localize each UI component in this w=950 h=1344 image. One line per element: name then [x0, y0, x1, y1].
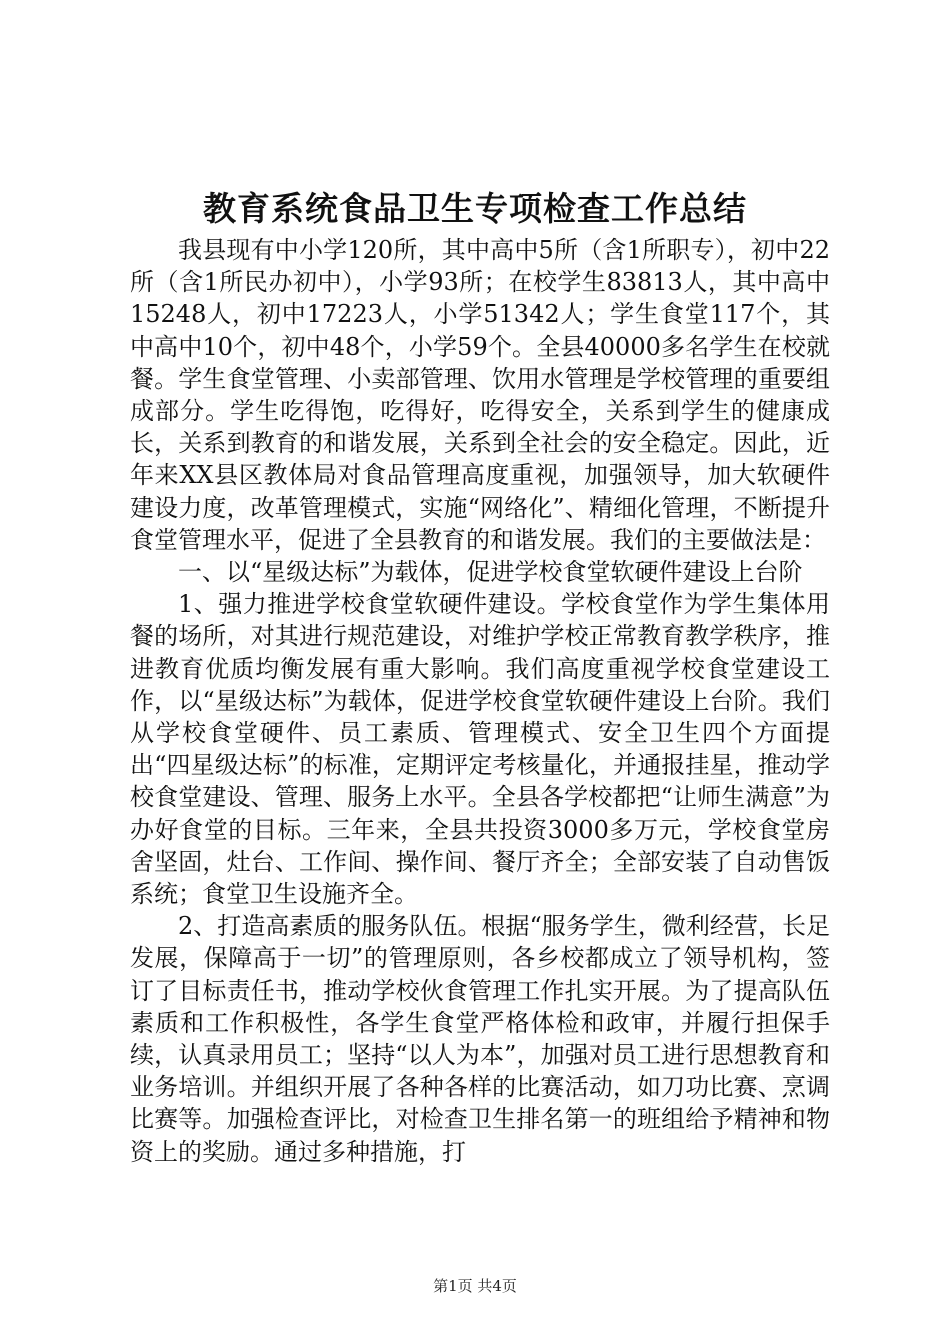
page-footer: 第1页 共4页: [433, 1277, 517, 1295]
paragraph-item-1: 1、强力推进学校食堂软硬件建设。学校食堂作为学生集体用餐的场所，对其进行规范建设，对维护学校正常教育教学秩序，推进教育优质均衡发展有重大影响。我们高度重视学校食堂建设工作，以“星级达标”为载体，促进学校食堂软硬件建设上台阶。我们从学校食堂硬件、员工素质、管理模式、安全卫生四个方面提出“四星级达标”的标准，定期评定考核量化，并通报挂星，推动学校食堂建设、管理、服务上水平。全县各学校都把“让师生满意”为办好食堂的目标。三年来，全县共投资3000多万元，学校食堂房舍坚固，灶台、工作间、操作间、餐厅齐全；全部安装了自动售饭系统；食堂卫生设施齐全。: [130, 590, 830, 909]
paragraph-intro: 我县现有中小学120所，其中高中5所（含1所职专），初中22所（含1所民办初中），小学93所；在校学生83813人，其中高中15248人，初中17223人，小学51342人；学生食堂117个，其中高中10个，初中48个，小学59个。全县40000多名学生在校就餐。学生食堂管理、小卖部管理、饮用水管理是学校管理的重要组成部分。学生吃得饱，吃得好，吃得安全，关系到学生的健康成长，关系到教育的和谐发展，关系到全社会的安全稳定。因此，近年来XX县区教体局对食品管理高度重视，加强领导，加大软硬件建设力度，改革管理模式，实施“网络化”、精细化管理，不断提升食堂管理水平，促进了全县教育的和谐发展。我们的主要做法是：: [130, 236, 830, 554]
paragraph-item-2: 2、打造高素质的服务队伍。根据“服务学生，微利经营，长足发展，保障高于一切”的管理原则，各乡校都成立了领导机构，签订了目标责任书，推动学校伙食管理工作扎实开展。为了提高队伍素质和工作积极性，各学生食堂严格体检和政审，并履行担保手续，认真录用员工；坚持“以人为本”，加强对员工进行思想教育和业务培训。并组织开展了各种各样的比赛活动，如刀功比赛、烹调比赛等。加强检查评比，对检查卫生排名第一的班组给予精神和物资上的奖励。通过多种措施，打: [130, 912, 830, 1166]
document-body: [130, 234, 830, 1168]
document-title: 教育系统食品卫生专项检查工作总结: [203, 189, 747, 228]
section-heading-1: 一、以“星级达标”为载体，促进学校食堂软硬件建设上台阶: [178, 558, 803, 587]
